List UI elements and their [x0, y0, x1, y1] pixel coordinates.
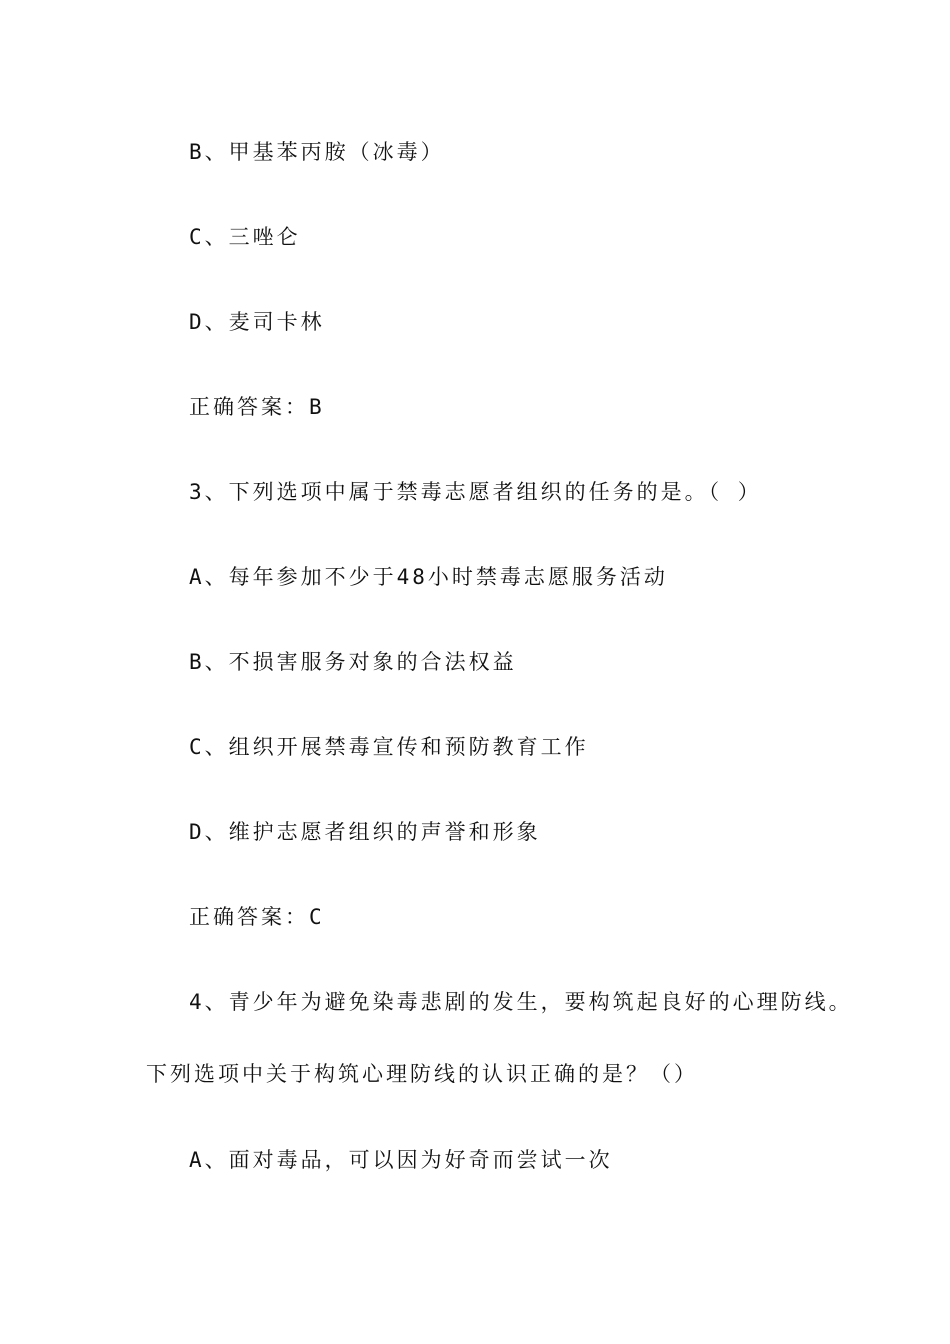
option-a-q3: A、每年参加不少于48小时禁毒志愿服务活动	[189, 565, 668, 589]
question-4-line-2: 下列选项中关于构筑心理防线的认识正确的是？（）	[146, 1062, 698, 1086]
question-3: 3、下列选项中属于禁毒志愿者组织的任务的是。（ ）	[189, 480, 762, 504]
option-b-q2: B、甲基苯丙胺（冰毒）	[189, 140, 445, 164]
option-d-q3: D、维护志愿者组织的声誉和形象	[189, 820, 541, 844]
option-c-q2: C、三唑仑	[189, 225, 301, 249]
option-b-q3: B、不损害服务对象的合法权益	[189, 650, 517, 674]
option-d-q2: D、麦司卡林	[189, 310, 325, 334]
question-4-line-1: 4、青少年为避免染毒悲剧的发生，要构筑起良好的心理防线。	[189, 990, 853, 1014]
option-c-q3: C、组织开展禁毒宣传和预防教育工作	[189, 735, 589, 759]
answer-q2: 正确答案：B	[189, 395, 325, 419]
option-a-q4: A、面对毒品，可以因为好奇而尝试一次	[189, 1148, 613, 1172]
answer-q3: 正确答案：C	[189, 905, 325, 929]
